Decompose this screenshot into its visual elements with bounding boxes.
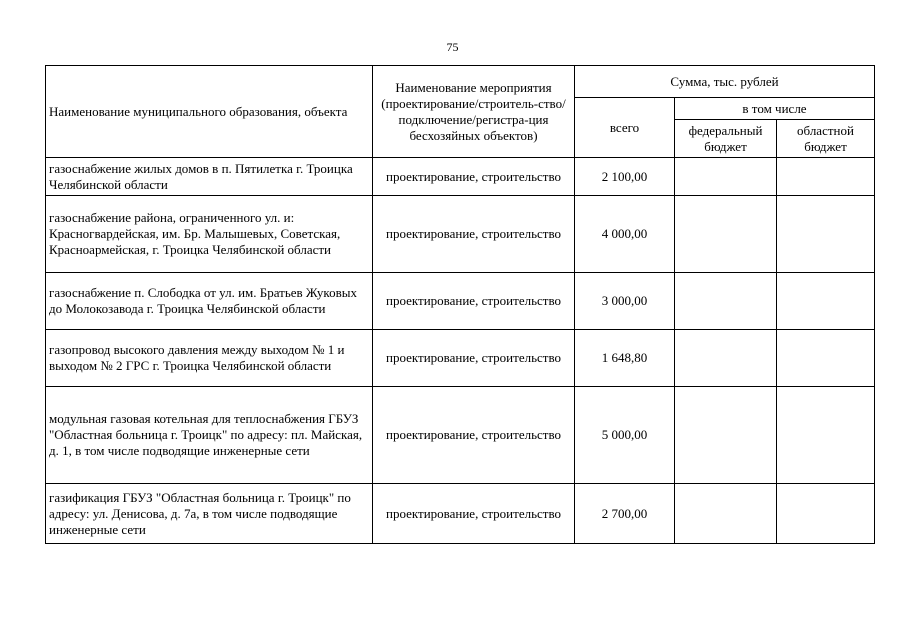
header-regional: областной бюджет [777,120,875,158]
row-regional [777,158,875,196]
row-event: проектирование, строительство [373,484,575,544]
table-row [46,484,875,544]
row-regional [777,330,875,387]
row-event: проектирование, строительство [373,158,575,196]
row-federal [675,484,777,544]
row-total: 3 000,00 [575,273,675,330]
row-name: газоснабжение района, ограниченного ул. и: Красногвардейская, им. Бр. Малышевых, Советская, Красноармейская, г. Троицка Челябинской области [46,196,373,273]
row-event: проектирование, строительство [373,387,575,484]
row-name: газификация ГБУЗ "Областная больница г. Троицк" по адресу: ул. Денисова, д. 7а, в том числе подводящие инженерные сети [46,484,373,544]
header-event: Наименование мероприятия (проектирование/строитель-ство/подключение/регистра-ция бесхозяйных объектов) [373,66,575,158]
table-row [46,158,875,196]
row-federal [675,273,777,330]
row-federal [675,330,777,387]
row-regional [777,273,875,330]
table-row [46,273,875,330]
row-regional [777,387,875,484]
header-total: всего [575,98,675,158]
row-regional [777,484,875,544]
row-total: 2 100,00 [575,158,675,196]
page-number: 75 [446,40,459,54]
row-name: модульная газовая котельная для теплоснабжения ГБУЗ "Областная больница г. Троицк" по адресу: пл. Майская, д. 1, в том числе подводящие инженерные сети [46,387,373,484]
row-federal [675,387,777,484]
row-federal [675,196,777,273]
header-sum: Сумма, тыс. рублей [575,66,875,98]
budget-table [45,65,875,544]
row-regional [777,196,875,273]
header-including: в том числе [675,98,875,120]
row-name: газоснабжение п. Слободка от ул. им. Братьев Жуковых до Молокозавода г. Троицка Челябинской области [46,273,373,330]
row-event: проектирование, строительство [373,196,575,273]
row-total: 1 648,80 [575,330,675,387]
row-total: 4 000,00 [575,196,675,273]
row-federal [675,158,777,196]
table-row [46,330,875,387]
table-row [46,387,875,484]
table-row [46,196,875,273]
row-name: газоснабжение жилых домов в п. Пятилетка г. Троицка Челябинской области [46,158,373,196]
header-name: Наименование муниципального образования, объекта [46,66,373,158]
row-event: проектирование, строительство [373,330,575,387]
header-federal: федеральный бюджет [675,120,777,158]
row-event: проектирование, строительство [373,273,575,330]
row-total: 2 700,00 [575,484,675,544]
row-name: газопровод высокого давления между выходом № 1 и выходом № 2 ГРС г. Троицка Челябинской области [46,330,373,387]
row-total: 5 000,00 [575,387,675,484]
header-row-1 [46,66,875,98]
